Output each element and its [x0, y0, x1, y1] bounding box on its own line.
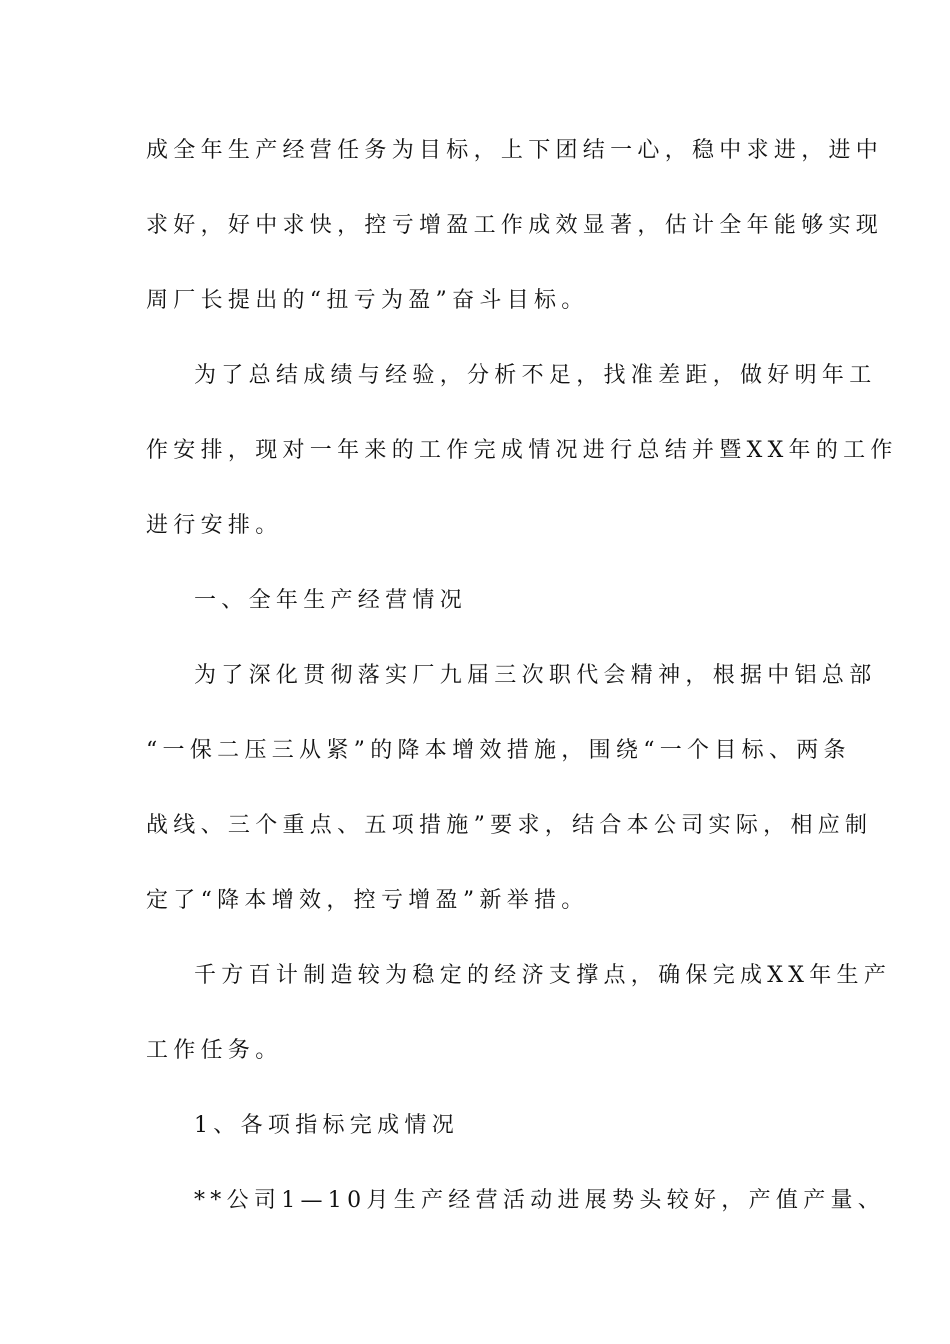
text-line: 作安排，现对一年来的工作完成情况进行总结并暨XX年的工作	[146, 438, 898, 463]
text-line: 进行安排。	[146, 513, 283, 538]
text-line: “一保二压三从紧”的降本增效措施，围绕“一个目标、两条	[146, 738, 851, 763]
text-line: 成全年生产经营任务为目标，上下团结一心，稳中求进，进中	[146, 138, 884, 163]
text-line: 工作任务。	[146, 1038, 283, 1063]
text-line: 定了“降本增效，控亏增盈”新举措。	[146, 888, 589, 913]
paragraph-indicators	[146, 1176, 886, 1251]
text-line: 周厂长提出的“扭亏为盈”奋斗目标。	[146, 288, 589, 313]
text-line: 为了深化贯彻落实厂九届三次职代会精神，根据中铝总部	[194, 663, 877, 688]
section-heading-production-overview	[146, 576, 808, 651]
text-line: 战线、三个重点、五项措施”要求，结合本公司实际，相应制	[146, 813, 873, 838]
heading-line: 一、全年生产经营情况	[194, 588, 468, 613]
text-line: **公司1—10月生产经营活动进展势头较好，产值产量、	[194, 1188, 886, 1213]
subsection-heading-indicators	[146, 1101, 808, 1176]
paragraph-support-point	[146, 951, 892, 1101]
heading-line: 1、各项指标完成情况	[194, 1113, 459, 1138]
document-body	[146, 126, 898, 1251]
text-line: 求好，好中求快，控亏增盈工作成效显著，估计全年能够实现	[146, 213, 884, 238]
text-line: 千方百计制造较为稳定的经济支撑点，确保完成XX年生产	[194, 963, 892, 988]
paragraph-measures	[146, 651, 877, 951]
paragraph-intro-continuation	[146, 126, 884, 351]
paragraph-summary-purpose	[146, 351, 898, 576]
text-line: 为了总结成绩与经验，分析不足，找准差距，做好明年工	[194, 363, 877, 388]
